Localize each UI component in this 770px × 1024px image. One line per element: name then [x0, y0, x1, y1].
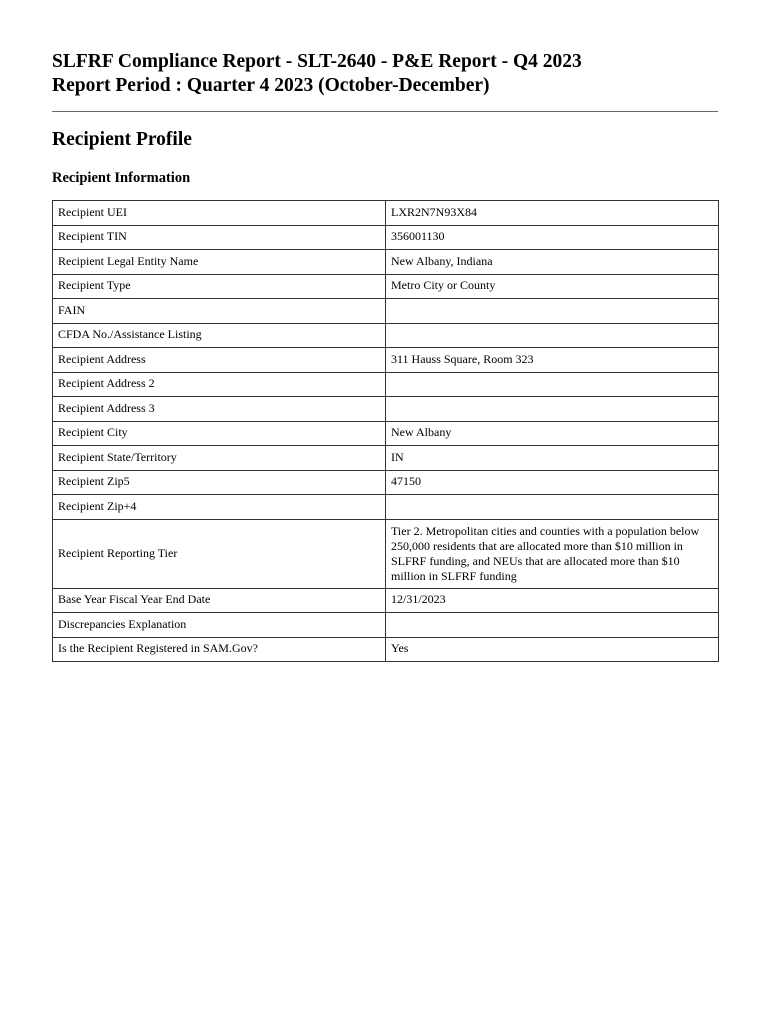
row-label: Recipient Type: [53, 274, 386, 299]
row-value: IN: [386, 446, 719, 471]
row-label: Recipient TIN: [53, 225, 386, 250]
row-value: 311 Hauss Square, Room 323: [386, 348, 719, 373]
table-row: [53, 588, 719, 613]
table-row: [53, 299, 719, 324]
row-label: Recipient State/Territory: [53, 446, 386, 471]
row-value: Metro City or County: [386, 274, 719, 299]
row-value: New Albany: [386, 421, 719, 446]
table-row: [53, 637, 719, 662]
row-label: Recipient Zip5: [53, 470, 386, 495]
row-label: Recipient Address 2: [53, 372, 386, 397]
row-value: [386, 323, 719, 348]
row-value: LXR2N7N93X84: [386, 201, 719, 226]
report-title: SLFRF Compliance Report - SLT-2640 - P&E Report - Q4 2023: [52, 51, 582, 72]
row-label: Recipient Zip+4: [53, 495, 386, 520]
row-value: [386, 299, 719, 324]
table-row: [53, 613, 719, 638]
row-label: CFDA No./Assistance Listing: [53, 323, 386, 348]
report-page: [52, 50, 718, 662]
row-label: Recipient Address 3: [53, 397, 386, 422]
table-row: [53, 323, 719, 348]
row-label: Recipient Address: [53, 348, 386, 373]
row-value: Tier 2. Metropolitan cities and counties with a population below 250,000 residents that are allocated more than $10 million in SLFRF funding, and NEUs that are allocated more than $10 million in SLFRF funding: [386, 519, 719, 588]
table-row: [53, 225, 719, 250]
table-row: [53, 201, 719, 226]
row-label: Recipient Legal Entity Name: [53, 250, 386, 275]
table-row: [53, 495, 719, 520]
table-row: [53, 519, 719, 588]
row-label: FAIN: [53, 299, 386, 324]
table-row: [53, 397, 719, 422]
row-value: [386, 495, 719, 520]
row-value: 356001130: [386, 225, 719, 250]
table-row: [53, 421, 719, 446]
subsection-title: Recipient Information: [52, 170, 191, 186]
row-label: Recipient City: [53, 421, 386, 446]
header-divider: [52, 111, 718, 112]
row-label: Recipient Reporting Tier: [53, 519, 386, 588]
row-label: Is the Recipient Registered in SAM.Gov?: [53, 637, 386, 662]
table-row: [53, 274, 719, 299]
table-row: [53, 250, 719, 275]
row-value: [386, 613, 719, 638]
table-row: [53, 348, 719, 373]
table-row: [53, 446, 719, 471]
recipient-info-table: [52, 200, 719, 662]
table-row: [53, 372, 719, 397]
row-value: Yes: [386, 637, 719, 662]
table-row: [53, 470, 719, 495]
row-value: New Albany, Indiana: [386, 250, 719, 275]
row-value: 12/31/2023: [386, 588, 719, 613]
row-label: Recipient UEI: [53, 201, 386, 226]
row-value: [386, 372, 719, 397]
report-period: Report Period : Quarter 4 2023 (October-December): [52, 75, 490, 96]
row-value: [386, 397, 719, 422]
row-label: Discrepancies Explanation: [53, 613, 386, 638]
section-title: Recipient Profile: [52, 129, 192, 150]
row-label: Base Year Fiscal Year End Date: [53, 588, 386, 613]
row-value: 47150: [386, 470, 719, 495]
